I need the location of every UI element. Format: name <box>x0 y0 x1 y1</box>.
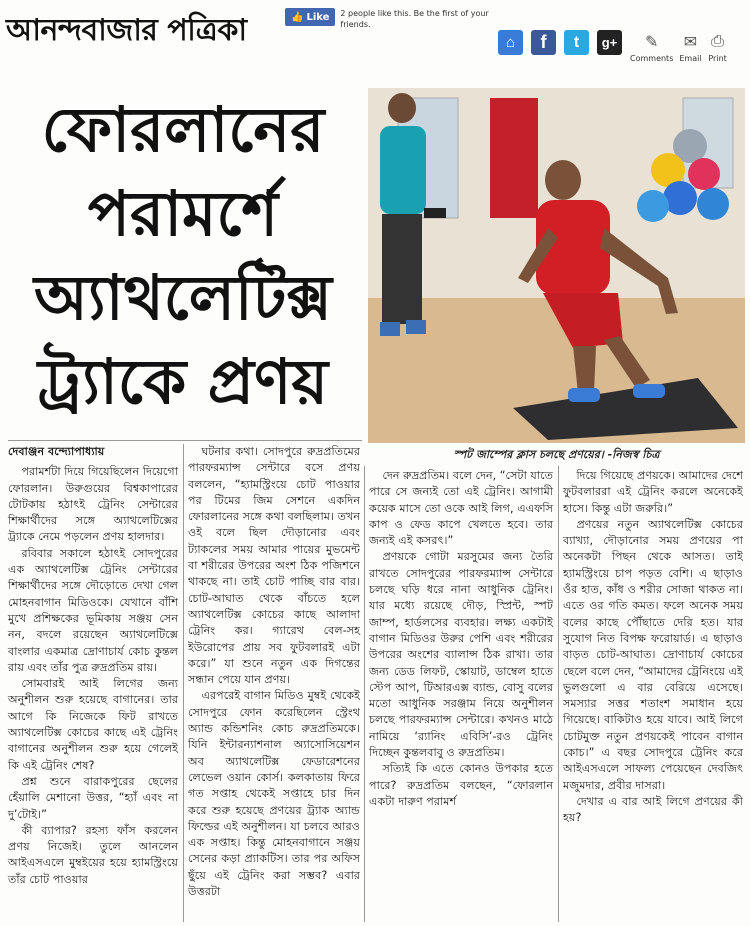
headline-line-4: ট্র্যাকে প্রণয় <box>37 345 329 418</box>
pencil-icon: ✎ <box>644 31 659 51</box>
facebook-icon[interactable]: f <box>531 30 556 55</box>
print-button[interactable] <box>708 30 728 63</box>
paragraph: পরামর্শটা দিয়ে গিয়েছিলেন দিয়েগো ফোরলান। উরুগুয়ের বিশ্বকাপারের টোটকায় হঠাৎই ট্রেনিং সেন্টারের শিক্ষার্থীদের সঙ্গে অ্যাথলেটিক্সের ট্র্যাকে নেমে পড়লেন প্রণয় হালদার। <box>8 465 178 544</box>
column-rule <box>183 444 184 922</box>
like-button[interactable] <box>285 8 335 26</box>
print-label: Print <box>708 54 727 63</box>
paragraph: প্রণয়কে গোটা মরসুমের জন্য তৈরি রাখতে সোদপুরের পারফরম্যান্স সেন্টারে চলছে ঘড়ি ধরে নানা আধুনিক ট্রেনিং। যার মধ্যে রয়েছে দৌড়, স্প্রিন্ট, স্পট জাম্প, হার্ডলসের ব্যবহার। লক্ষ্য একটাই বাগান মিডিওর উরুর পেশি এবং শরীরের উপরের অংশের ব্যালান্স ঠিক রাখা। তার জন্য ডেড লিফট, স্কোয়াট, ডাম্বেল হাতে স্টেপ আপ, টিআরএক্স ব্যান্ড, বোসু বলের মতো আধুনিক সরঞ্জাম নিয়ে অনুশীলন চলছে পারফরম্যান্স সেন্টারে। কখনও মাঠে নামিয়ে ‘র‌্যানিং এবিসি’-রও ট্রেনিং দিচ্ছেন কুন্তলবাবু ও রুদ্রপ্রতিম। <box>369 550 553 760</box>
byline: দেবাঞ্জন বন্দ্যোপাধ্যায় <box>8 445 105 458</box>
thumbs-up-icon: 👍 <box>291 11 304 23</box>
home-icon[interactable]: ⌂ <box>498 30 523 55</box>
training-photo-illustration <box>368 88 745 443</box>
paragraph: দিয়ে গিয়েছে প্রণয়কে। আমাদের দেশে ফুটবলাররা এই ট্রেনিং করলে অনেকেই হাসে। কিন্তু এটা জরুরি।” <box>563 469 743 515</box>
top-bar <box>0 0 750 80</box>
paragraph: প্রশ্ন শুনে বারাকপুরের ছেলের হেঁয়ালি মেশানো উত্তর, “হ্যাঁ এবং না দু’টোই।” <box>8 774 178 821</box>
paragraph: কী ব্যাপার? রহস্য ফাঁস করলেন প্রণয় নিজেই। তুলে আনলেন আইএসএলে মুম্বইয়ের হয়ে হ্যামস্ট্রিংয়ে তাঁর চোট পাওয়ার <box>8 823 178 886</box>
article-column-3 <box>369 468 553 810</box>
facebook-like-widget <box>285 8 505 30</box>
envelope-icon: ✉ <box>683 31 698 51</box>
photo-caption: স্পট জাম্পের ক্লাস চলছে প্রণয়ের। -নিজস্ব চিত্র <box>453 448 660 461</box>
article-column-4 <box>563 468 743 827</box>
paragraph: সত্যিই কি এতে কোনও উপকার হতে পারে? রুদ্রপ্রতিম বলছেন, “ফোরলান একটা দারুণ পরামর্শ <box>369 762 553 808</box>
article-column-1 <box>8 444 178 888</box>
paragraph: দেখার এ বার আই লিগে প্রণয়ের কী হয়? <box>563 794 743 825</box>
paragraph: রবিবার সকালে হঠাৎই সোদপুরের এক অ্যাথলেটিক্স ট্রেনিং সেন্টারের শিক্ষার্থীদের সঙ্গে দৌড়োতে দেখা গেল মোহনবাগান মিডিওকে। যেখানে বাঁশি মুখে প্রশিক্ষকের ভূমিকায় সঞ্জয় সেন নন, বদলে রয়েছেন অ্যাথলেটিক্সে বাংলার একমাত্র দ্রোণাচার্য কোচ কুন্তল রায় এবং তাঁর পুত্র রুদ্রপ্রতিম রায়। <box>8 546 178 674</box>
column-rule <box>364 466 365 922</box>
like-count-text: 2 people like this. Be the first of your friends. <box>340 9 489 29</box>
column-rule <box>558 466 559 922</box>
comments-button[interactable] <box>630 30 673 63</box>
paragraph: সোমবারই আই লিগের জন্য অনুশীলন শুরু হয়েছে বাগানের। তার আগে কি নিজেকে ফিট রাখতে অ্যাথলেটিক্স কোচের কাছে এই ট্রেনিং বাগানের অনুশীলন শুরু হয়ে গেলেই কি এই ট্রেনিং শেষ? <box>8 677 178 772</box>
article-headline <box>8 88 358 424</box>
google-plus-icon[interactable]: g+ <box>597 30 622 55</box>
email-button[interactable] <box>679 30 701 63</box>
article-column-2 <box>188 444 360 900</box>
article-photo <box>368 88 745 443</box>
headline-line-2: পরামর্শে <box>87 177 279 250</box>
twitter-icon[interactable]: t <box>564 30 589 55</box>
like-label: Like <box>306 11 330 23</box>
paragraph: এরপরেই বাগান মিডিও মুম্বই থেকেই সোদপুরে ফোন করেছিলেন স্ট্রেংথ অ্যান্ড কন্ডিশনিং কোচ রুদ্রপ্রতিমকে। যিনি ইন্টারন্যাশনাল অ্যাসোসিয়েশন অব অ্যাথলেটিক্স ফেডারেশনের লেভেল ওয়ান কোর্স। কলকাতায় ফিরে গত সপ্তাহ থেকেই সপ্তাহে চার দিন করে শুরু হয়েছে প্রণয়ের ট্র্যাক অ্যান্ড ফিল্ডের এই অনুশীলন। যা চলবে আরও এক সপ্তাহ। কিন্তু মোহনবাগানে সঞ্জয় সেনের কড়া প্র্যাকটিস। তার পর অফিস ছুঁয়ে এই ট্রেনিং করা সম্ভব? এবার উত্তরটা <box>188 689 360 899</box>
share-toolbar <box>498 30 734 63</box>
divider-top <box>8 440 362 441</box>
paragraph: প্রণয়ের নতুন অ্যাথলেটিক্স কোচের ব্যাখ্যা, দৌড়ানোর সময় প্রণয়ের পা অনেকটা পিছন থেকে আসত। তাই হ্যামস্ট্রিংয়ে চাপ পড়ত বেশি। এ ছাড়াও ওঁর হাত, কাঁধ ও শরীর সোজা থাকত না। এতে ওর গতি কমত। ফলে অনেক সময় বলের কাছে পৌঁছাতে দেরি হত। যার সুযোগ নিত বিপক্ষ ফরোয়ার্ড। এ ছাড়াও বাড়ত চোট-আঘাত। দ্রোণাচার্য কোচের ছেলে বলে দেন, “আমাদের ট্রেনিংয়ে এই ভুলগুলো এ বার বেরিয়ে এসেছে। সমস্যার সত্তর শতাংশ সমাধান হয়ে গিয়েছে। বাকিটাও হয়ে যাবে। আই লিগে চোটমুক্ত নতুন প্রণয়কেই পাবেন বাগান কোচ।” এ বছর সোদপুরে ট্রেনিং করে আইএসএলে সাফল্য পেয়েছেন দেবজিৎ মজুমদার, প্রবীর দাসরা। <box>563 517 743 792</box>
headline-line-1: ফোরলানের <box>41 93 325 166</box>
headline-line-3: অ্যাথলেটিক্স <box>34 261 332 334</box>
paragraph: দেন রুদ্রপ্রতিম। বলে দেন, “সেটা যাতে পারে সে জন্যই তো এই ট্রেনিং। আগামী কয়েক মাসে তো ওকে আই লিগ, এএফসি কাপ ও ফেড কাপে খেলতে হবে। তার জন্যই এই কসরৎ।” <box>369 469 553 548</box>
email-label: Email <box>679 54 702 63</box>
masthead-logo: আনন্দবাজার পত্রিকা <box>6 13 247 48</box>
printer-icon: ⎙ <box>711 31 724 50</box>
comments-label: Comments <box>630 54 674 63</box>
paragraph: ঘটনার কথা। সোদপুরে রুদ্রপ্রতিমের পারফরম্যান্স সেন্টারে বসে প্রণয় বললেন, “হ্যামস্ট্রিংয়ে চোট পাওয়ার পর টিমের জিম সেশনে একদিন ফোরলানের সঙ্গে কথা বলছিলাম। তখন ওই বলে ছিল দৌড়ানোর এবং ট্যাকলের সময় আমার পায়ের মুভমেন্ট বা শরীরের উপরের অংশ ঠিক পজিশনে থাকছে না। তাই চোট পাচ্ছি বার বার। চোট-আঘাত থেকে বাঁচতে হলে অ্যাথলেটিক্স কোচের কাছে আলাদা ট্রেনিং কর। গ্যারেথ বেল-সহ ইউরোপের প্রায় সব ফুটবলারই এটা করে।” যা শুনে নতুন এক দিগন্তের সন্ধান পেয়ে যান প্রণয়। <box>188 445 360 687</box>
